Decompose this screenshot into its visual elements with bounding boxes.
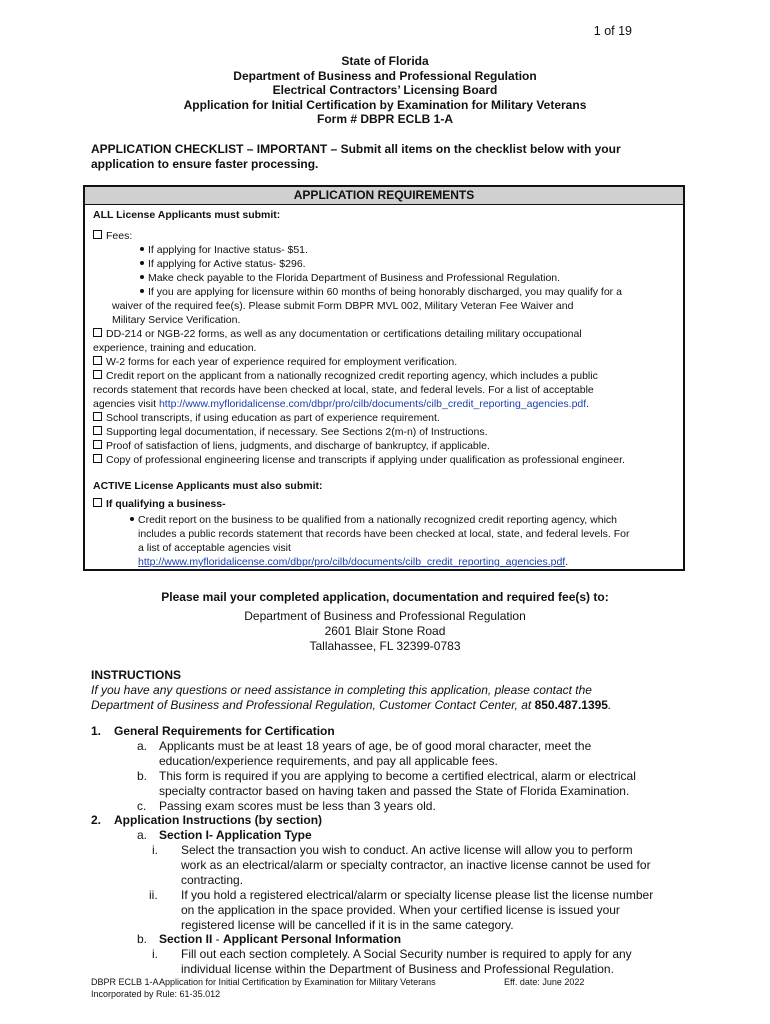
page-number: 1 of 19 — [593, 24, 632, 38]
s2b-title: Section II - Applicant Personal Information — [159, 932, 402, 946]
liens-item: Proof of satisfaction of liens, judgments, and discharge of bankruptcy, if applicable. — [93, 440, 490, 454]
section-1-number: 1. — [91, 724, 102, 738]
fee-bullet: Make check payable to the Florida Department of Business and Professional Regulation. — [140, 272, 560, 286]
business-item: If qualifying a business- — [93, 498, 226, 512]
fee-bullet: If you are applying for licensure within 60 months of being honorably discharged, you may qualify for a — [140, 286, 622, 300]
checkbox-icon — [93, 454, 102, 463]
engineering-item: Copy of professional engineering license and transcripts if applying under qualification as professional engineer. — [93, 454, 625, 468]
mailing-address: Department of Business and Professional Regulation 2601 Blair Stone Road Tallahassee, FL 32399-0783 — [244, 609, 526, 653]
s2aii-text: on the application in the space provided. When your certified license is issued your — [181, 903, 620, 917]
s2bi-text: individual license within the Department of Business and Professional Regulation. — [181, 962, 614, 976]
credit-report-link-line: agencies visit http://www.myfloridalicense.com/dbpr/pro/cilb/documents/cilb_credit_reporting_agencies.pdf. — [93, 398, 590, 410]
section-2-title: Application Instructions (by section) — [114, 813, 323, 827]
dd214-item-cont: experience, training and education. — [93, 342, 257, 354]
s2bi-text: Fill out each section completely. A Social Security number is required to apply for any — [181, 947, 632, 961]
document-header — [0, 54, 770, 127]
bullet-icon — [140, 275, 144, 279]
s1b-text: This form is required if you are applying to become a certified electrical, alarm or electrical — [159, 769, 636, 783]
section-2-number: 2. — [91, 813, 102, 827]
bullet-icon — [140, 261, 144, 265]
requirements-title: APPLICATION REQUIREMENTS — [85, 187, 683, 205]
dd214-item: DD-214 or NGB-22 forms, as well as any documentation or certifications detailing military occupational — [93, 328, 582, 342]
business-credit-agencies-link[interactable]: http://www.myfloridalicense.com/dbpr/pro/cilb/documents/cilb_credit_reporting_agencies.pdf — [138, 556, 566, 568]
s2ai-text: contracting. — [181, 873, 244, 887]
header-application-title: Application for Initial Certification by Examination for Military Veterans — [183, 97, 587, 112]
header-form-number: Form # DBPR ECLB 1-A — [316, 112, 453, 127]
checkbox-icon — [93, 426, 102, 435]
fees-item: Fees: — [93, 230, 132, 244]
w2-item: W-2 forms for each year of experience required for employment verification. — [93, 356, 457, 370]
transcripts-item: School transcripts, if using education as part of experience requirement. — [93, 412, 440, 426]
checkbox-icon — [93, 356, 102, 365]
s2ai-text: work as an electrical/alarm or specialty contractor, an inactive license cannot be used for — [181, 858, 651, 872]
fee-bullet: If applying for Active status- $296. — [140, 258, 306, 272]
page-footer — [91, 977, 584, 1000]
s1b-text: specialty contractor based on having taken and passed the State of Florida Examination. — [159, 784, 630, 798]
contact-phone: 850.487.1395 — [534, 698, 608, 712]
s2a-title: Section I- Application Type — [159, 828, 312, 842]
business-bullet: Credit report on the business to be qualified from a nationally recognized credit reporting agency, which — [130, 514, 617, 528]
active-applicants-heading: ACTIVE License Applicants must also submit: — [93, 480, 323, 492]
business-link-line: http://www.myfloridalicense.com/dbpr/pro/cilb/documents/cilb_credit_reporting_agencies.pdf. — [138, 556, 569, 568]
fee-bullet: If applying for Inactive status- $51. — [140, 244, 308, 258]
legal-docs-item: Supporting legal documentation, if necessary. See Sections 2(m-n) of Instructions. — [93, 426, 488, 440]
checkbox-icon — [93, 498, 102, 507]
credit-report-cont: records statement that records have been checked at local, state, and federal levels. For a list of acceptable — [93, 384, 594, 396]
instructions-title: INSTRUCTIONS — [91, 668, 181, 682]
checkbox-icon — [93, 412, 102, 421]
checkbox-icon — [93, 328, 102, 337]
business-bullet-cont: includes a public records statement that records have been checked at local, state, and federal levels. For — [138, 528, 630, 540]
fee-waiver-text: Military Service Verification. — [112, 314, 241, 326]
bullet-icon — [140, 289, 144, 293]
header-state: State of Florida — [341, 54, 429, 68]
credit-agencies-link[interactable]: http://www.myfloridalicense.com/dbpr/pro/cilb/documents/cilb_credit_reporting_agencies.pdf — [158, 398, 587, 410]
bullet-icon — [140, 247, 144, 251]
footer-form-id: DBPR ECLB 1-A — [91, 977, 159, 987]
checkbox-icon — [93, 230, 102, 239]
s2aii-text: registered license will be cancelled if it is in the same category. — [181, 918, 514, 932]
footer-rule: Incorporated by Rule: 61-35.012 — [91, 988, 221, 999]
s1a-text: Applicants must be at least 18 years of age, be of good moral character, meet the — [159, 739, 592, 753]
s2aii-text: If you hold a registered electrical/alarm or specialty license please list the license number — [181, 888, 654, 902]
mail-heading: Please mail your completed application, documentation and required fee(s) to: — [161, 590, 609, 604]
s1a-text: education/experience requirements, and pay all applicable fees. — [159, 754, 498, 768]
application-checklist-note: APPLICATION CHECKLIST – IMPORTANT – Submit all items on the checklist below with your application to ensure faster processing. — [91, 142, 621, 171]
header-department: Department of Business and Professional Regulation — [233, 68, 537, 83]
checkbox-icon — [93, 440, 102, 449]
instructions-intro: If you have any questions or need assistance in completing this application, please contact the Department of Business and Professional Regulation, Customer Contact Center, at 850.487.1395. — [91, 683, 612, 712]
business-bullet-cont: a list of acceptable agencies visit — [138, 542, 291, 554]
all-applicants-heading: ALL License Applicants must submit: — [93, 209, 281, 221]
section-1-title: General Requirements for Certification — [114, 724, 335, 738]
footer-title: Application for Initial Certification by Examination for Military Veterans — [159, 977, 436, 987]
credit-report-item: Credit report on the applicant from a nationally recognized credit reporting agency, which includes a public — [93, 370, 598, 384]
bullet-icon — [130, 517, 134, 521]
fee-waiver-text: waiver of the required fee(s). Please submit Form DBPR MVL 002, Military Veteran Fee Waiver and — [112, 300, 574, 312]
s2ai-text: Select the transaction you wish to conduct. An active license will allow you to perform — [181, 843, 633, 857]
header-board: Electrical Contractors’ Licensing Board — [272, 83, 498, 98]
requirements-box — [83, 185, 685, 571]
footer-effective-date: Eff. date: June 2022 — [504, 977, 585, 987]
checkbox-icon — [93, 370, 102, 379]
s1c-text: Passing exam scores must be less than 3 years old. — [159, 799, 436, 813]
